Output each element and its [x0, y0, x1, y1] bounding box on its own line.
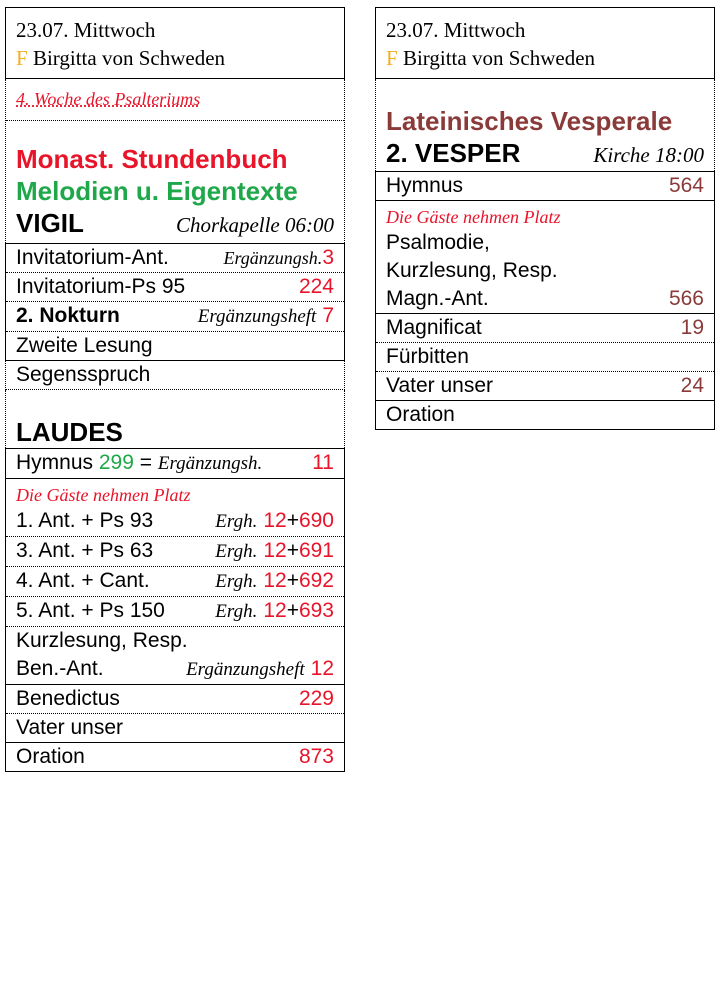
vigil-rows — [5, 243, 345, 361]
laudes-psalm-row: 5. Ant. + Ps 150 Ergh. 12+693 — [6, 597, 344, 627]
vigil-row: 2. Nokturn Ergänzungsheft 7 — [6, 302, 344, 332]
laudes-vater-unser: Vater unser — [6, 714, 344, 743]
right-column — [375, 7, 715, 430]
vigil-row: Invitatorium-Ant. Ergänzungsh. 3 — [6, 244, 344, 273]
book-subtitle: Melodien u. Eigentexte — [16, 176, 298, 206]
vesper-magnificat-row: Magnificat 19 — [376, 314, 714, 343]
vesperale-title: Lateinisches Vesperale — [386, 106, 673, 136]
left-intro-section — [5, 79, 345, 243]
vesper-rows — [375, 171, 715, 430]
laudes-psalm-row: 4. Ant. + Cant. Ergh. 12+692 — [6, 567, 344, 597]
right-date-header — [375, 7, 715, 79]
laudes-hymn-row: Hymnus 299 = Ergänzungsh. 11 — [6, 449, 344, 479]
laudes-ben-ant-row: Ben.-Ant. Ergänzungsheft 12 — [6, 655, 344, 685]
feast-rank-letter: F — [386, 46, 398, 70]
vesper-title: 2. VESPER — [386, 138, 521, 168]
vigil-row: Zweite Lesung — [16, 334, 153, 357]
vesper-magn-ant-row: Magn.-Ant. 566 — [376, 285, 714, 314]
right-date: 23.07. Mittwoch — [386, 18, 526, 42]
laudes-psalm-row: 3. Ant. + Ps 63 Ergh. 12+691 — [6, 537, 344, 567]
psalter-week: 4. Woche des Psalteriums — [16, 89, 201, 109]
left-date: 23.07. Mittwoch — [16, 18, 156, 42]
laudes-rows — [5, 448, 345, 772]
left-date-header — [5, 7, 345, 79]
vigil-title-line — [6, 207, 344, 239]
laudes-guests-note: Die Gäste nehmen Platz — [16, 485, 191, 505]
vesper-kurzlesung: Kurzlesung, Resp. — [386, 259, 558, 282]
vigil-location: Chorkapelle 06:00 — [175, 213, 334, 237]
vigil-title: VIGIL — [16, 208, 84, 238]
vesper-title-line — [376, 137, 714, 169]
left-column — [5, 7, 345, 772]
vesper-vater-unser-row: Vater unser 24 — [376, 372, 714, 401]
laudes-title-section — [5, 390, 345, 448]
vesper-location: Kirche 18:00 — [593, 143, 704, 167]
right-intro-section — [375, 79, 715, 171]
vesper-fuerbitten: Fürbitten — [376, 343, 714, 372]
vesper-oration: Oration — [386, 403, 455, 426]
feast-name: Birgitta von Schweden — [32, 46, 226, 70]
vigil-row: Invitatorium-Ps 95 224 — [6, 273, 344, 302]
feast-rank-letter: F — [16, 46, 28, 70]
vesper-psalmodie: Psalmodie, — [386, 231, 490, 254]
laudes-psalm-row: 1. Ant. + Ps 93 Ergh. 12+690 — [6, 507, 344, 537]
feast-name: Birgitta von Schweden — [402, 46, 596, 70]
laudes-kurzlesung: Kurzlesung, Resp. — [16, 629, 188, 652]
laudes-title: LAUDES — [16, 417, 123, 447]
laudes-benedictus-row: Benedictus 229 — [6, 685, 344, 714]
vesper-hymn-row: Hymnus 564 — [376, 172, 714, 201]
laudes-oration-row: Oration 873 — [16, 745, 334, 768]
vesper-guests-note: Die Gäste nehmen Platz — [386, 207, 561, 227]
book-title: Monast. Stundenbuch — [16, 144, 288, 174]
vigil-row: Segensspruch — [5, 361, 345, 390]
